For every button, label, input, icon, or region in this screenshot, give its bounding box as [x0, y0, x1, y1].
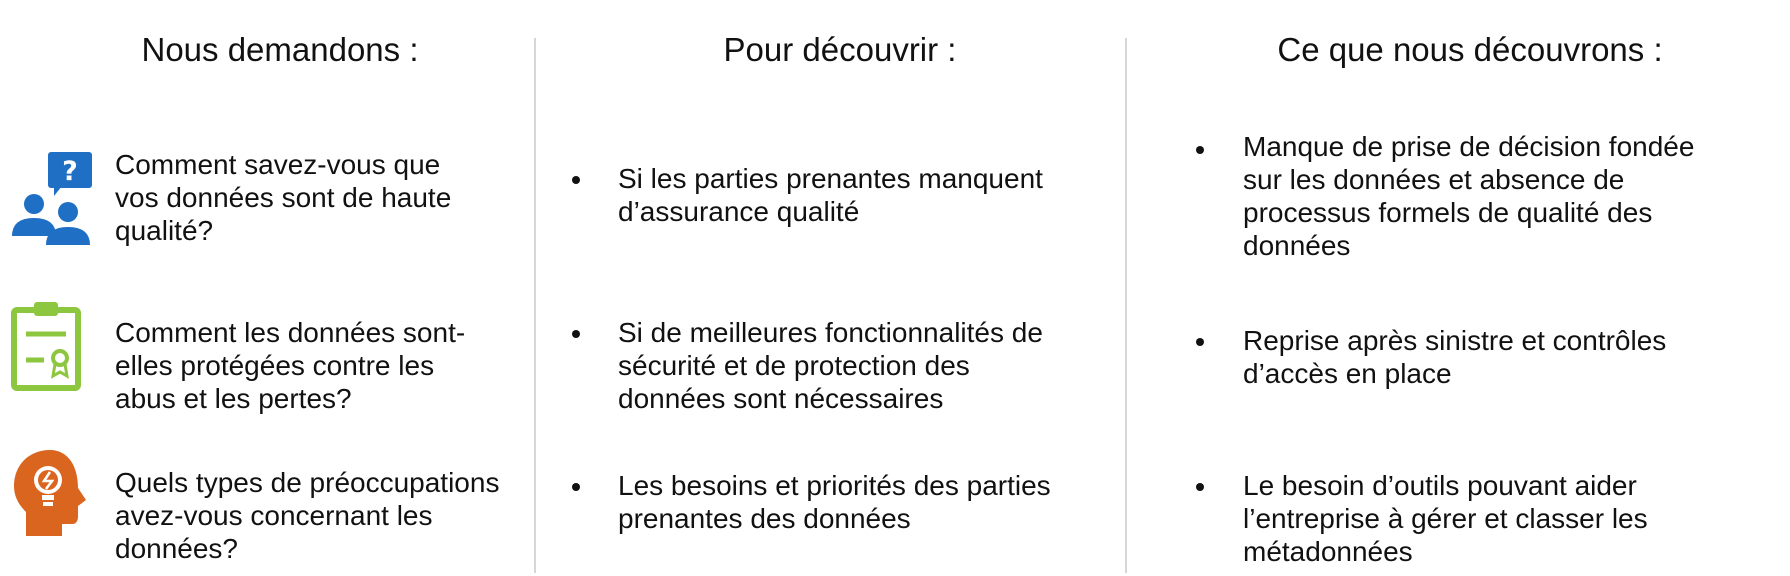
finding-3-line-2: l’entreprise à gérer et classer les [1243, 503, 1648, 534]
discover-2-line-3: données sont nécessaires [618, 383, 944, 414]
question-3 [115, 466, 499, 565]
question-3-line-1: Quels types de préoccupations [115, 467, 500, 498]
bullet-discover-1 [572, 176, 580, 184]
question-1-line-2: vos données sont de haute [115, 182, 452, 213]
finding-2-line-1: Reprise après sinistre et contrôles [1243, 325, 1667, 356]
bullet-discover-3 [572, 483, 580, 491]
discover-3-line-1: Les besoins et priorités des parties [618, 470, 1051, 501]
svg-text:?: ? [62, 156, 78, 187]
discover-1-line-1: Si les parties prenantes manquent [618, 163, 1043, 194]
question-1-line-1: Comment savez-vous que [115, 149, 441, 180]
discover-3-line-2: prenantes des données [618, 503, 911, 534]
finding-3-line-1: Le besoin d’outils pouvant aider [1243, 470, 1637, 501]
question-2-line-3: abus et les pertes? [115, 383, 352, 414]
discover-2-line-1: Si de meilleures fonctionnalités de [618, 317, 1043, 348]
bullet-discover-2 [572, 330, 580, 338]
finding-1-line-1: Manque de prise de décision fondée [1243, 131, 1695, 162]
finding-2 [1243, 324, 1666, 390]
finding-1 [1243, 130, 1694, 262]
question-1-line-3: qualité? [115, 215, 214, 246]
question-1 [115, 148, 451, 247]
header-ask: Nous demandons : [141, 31, 419, 68]
bullet-finding-1 [1196, 146, 1204, 154]
finding-3-line-3: métadonnées [1243, 536, 1413, 567]
header-discover: Pour découvrir : [723, 31, 957, 68]
discover-1-line-2: d’assurance qualité [618, 196, 860, 227]
question-2-line-1: Comment les données sont- [115, 317, 466, 348]
question-2 [115, 316, 465, 415]
column-divider-1 [534, 38, 536, 573]
question-3-line-2: avez-vous concernant les [115, 500, 433, 531]
finding-1-line-3: processus formels de qualité des [1243, 197, 1653, 228]
head-lightbulb-icon [10, 448, 90, 538]
discover-2 [618, 316, 1043, 415]
discover-1 [618, 162, 1043, 228]
discover-3 [618, 469, 1051, 535]
certificate-clipboard-icon [10, 300, 82, 392]
finding-3 [1243, 469, 1648, 568]
bullet-finding-3 [1196, 483, 1204, 491]
finding-1-line-4: données [1243, 230, 1351, 261]
bullet-finding-2 [1196, 338, 1204, 346]
finding-2-line-2: d’accès en place [1243, 358, 1452, 389]
discover-2-line-2: sécurité et de protection des [618, 350, 970, 381]
question-3-line-3: données? [115, 533, 239, 564]
users-question-icon [10, 150, 94, 245]
column-divider-2 [1125, 38, 1127, 573]
header-found: Ce que nous découvrons : [1277, 31, 1663, 68]
question-2-line-2: elles protégées contre les [115, 350, 435, 381]
finding-1-line-2: sur les données et absence de [1243, 164, 1625, 195]
